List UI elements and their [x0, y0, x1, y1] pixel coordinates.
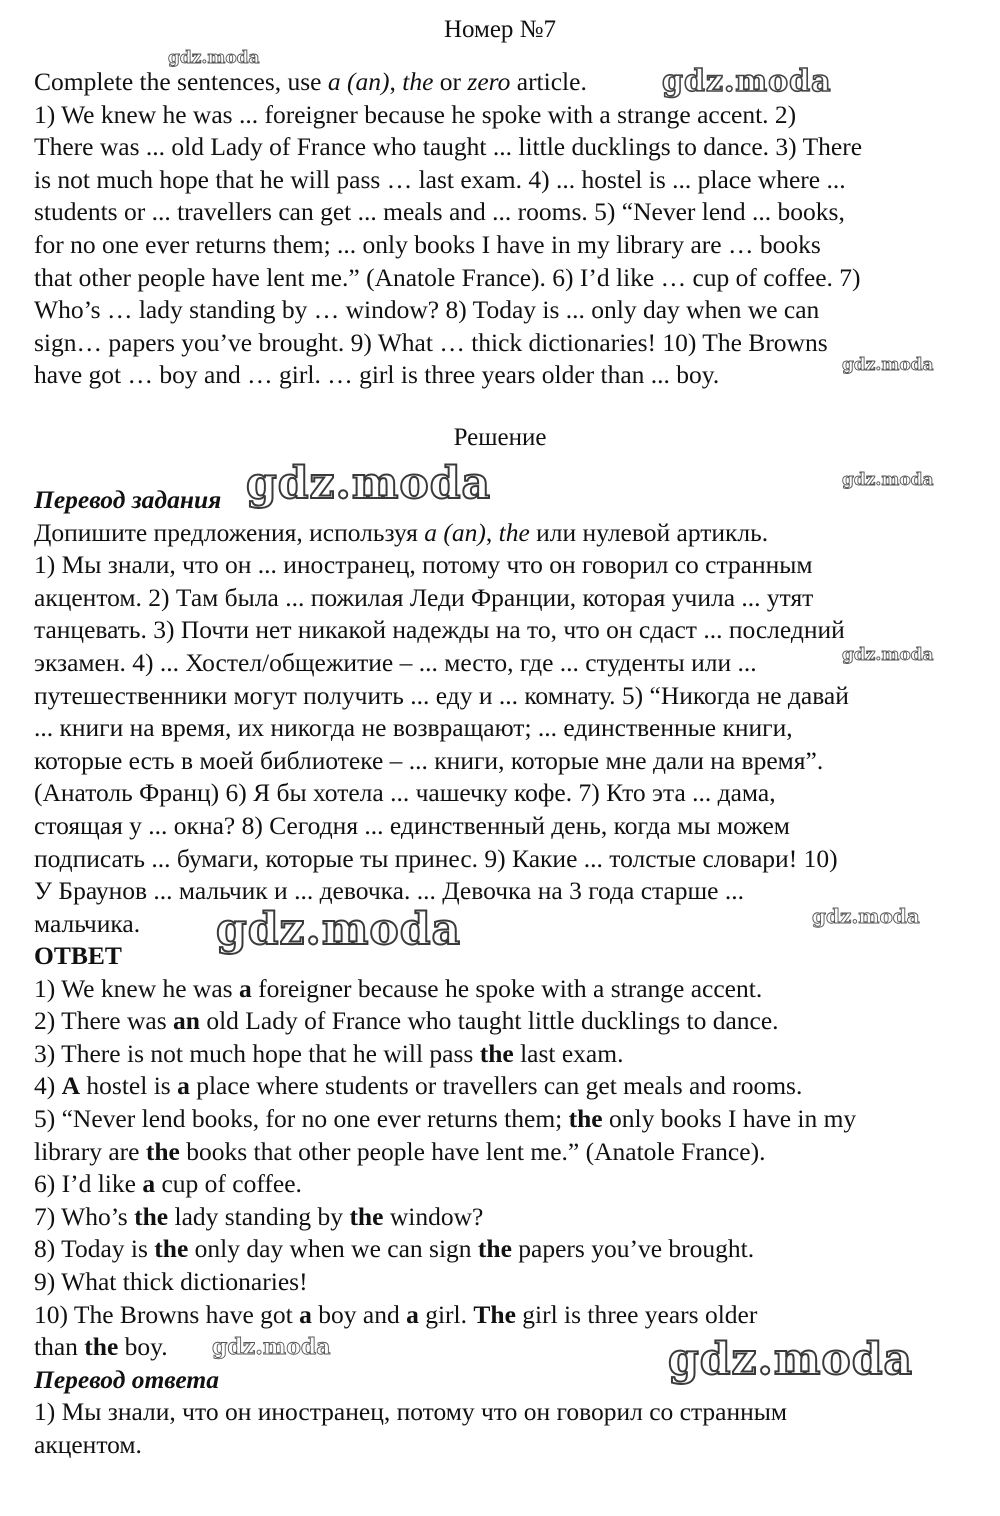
- answer-line: [34, 1233, 984, 1266]
- answer-text-segment: window?: [383, 1201, 484, 1231]
- answer-article: The: [473, 1299, 516, 1329]
- watermark-logo: gdz.moda: [842, 470, 934, 490]
- answer-text: [34, 973, 984, 1364]
- translation-line: экзамен. 4) ... Хостел/общежитие – ... место, где ... студенты или ...: [34, 647, 757, 677]
- answer-article: the: [84, 1332, 119, 1362]
- watermark-logo: gdz.moda: [246, 458, 492, 509]
- answer-text-segment: 9) What thick dictionaries!: [34, 1266, 308, 1296]
- answer-article: the: [568, 1103, 603, 1133]
- task-text: [34, 99, 984, 392]
- task-line: students or ... travellers can get ... meals and ... rooms. 5) “Never lend ... books,: [34, 197, 845, 227]
- answer-text-segment: last exam.: [513, 1038, 624, 1068]
- answer-text-segment: 6) I’d like: [34, 1169, 143, 1199]
- answer-line: [34, 1103, 984, 1136]
- answer-text-segment: girl is three years older: [515, 1299, 758, 1329]
- answer-translation-line: акцентом.: [34, 1429, 142, 1459]
- translation-line: стоящая у ... окна? 8) Сегодня ... единственный день, когда мы можем: [34, 810, 790, 840]
- answer-line: [34, 1070, 984, 1103]
- task-line: have got … boy and … girl. … girl is three years older than ... boy.: [34, 360, 720, 390]
- task-line: for no one ever returns them; ... only books I have in my library are … books: [34, 229, 821, 259]
- answer-line: [34, 1038, 984, 1071]
- watermark-logo: gdz.moda: [842, 355, 934, 375]
- answer-line: [34, 973, 984, 1006]
- translation-heading: Перевод задания: [34, 485, 222, 514]
- watermark-logo: gdz.moda: [842, 645, 934, 665]
- answer-text-segment: 1) We knew he was: [34, 973, 239, 1003]
- answer-text-segment: books that other people have lent me.” (Anatole France).: [179, 1136, 766, 1166]
- answer-text-segment: 5) “Never lend books, for no one ever returns them;: [34, 1103, 569, 1133]
- answer-article: the: [477, 1234, 512, 1264]
- task-line: Who’s … lady standing by … window? 8) Today is ... only day when we can: [34, 295, 820, 325]
- answer-translation-heading: Перевод ответа: [34, 1364, 219, 1394]
- answer-text-segment: than: [34, 1332, 85, 1362]
- answer-line: [34, 1136, 984, 1169]
- translation-line: подписать ... бумаги, которые ты принес. 9) Какие ... толстые словари! 10): [34, 843, 838, 873]
- translation-line: 1) Мы знали, что он ... иностранец, потому что он говорил со странным: [34, 550, 813, 580]
- answer-text-segment: 2) There was: [34, 1006, 174, 1036]
- answer-article: A: [61, 1071, 81, 1101]
- watermark-logo: gdz.moda: [812, 904, 920, 928]
- answer-article: a: [299, 1299, 312, 1329]
- answer-text-segment: only day when we can sign: [188, 1234, 478, 1264]
- answer-text-segment: foreigner because he spoke with a strange accent.: [251, 973, 763, 1003]
- translation-instruction: Допишите предложения, используя a (an), the или нулевой артикль.: [34, 517, 769, 547]
- task-line: is not much hope that he will pass … last exam. 4) ... hostel is ... place where ...: [34, 164, 846, 194]
- answer-text-segment: hostel is: [80, 1071, 178, 1101]
- answer-text-segment: 8) Today is: [34, 1234, 155, 1264]
- answer-article: a: [177, 1071, 190, 1101]
- answer-line: [34, 1299, 984, 1332]
- solution-title: Решение: [453, 424, 547, 451]
- task-block: [34, 66, 984, 392]
- answer-heading: ОТВЕТ: [34, 941, 122, 970]
- translation-text: [34, 549, 984, 940]
- translation-line: ... книги на время, их никогда не возвращают; ... единственные книги,: [34, 713, 793, 743]
- translation-block: [34, 484, 984, 940]
- answer-article: the: [154, 1234, 189, 1264]
- translation-line: которые есть в моей библиотеке – ... книги, которые мне дали на время”.: [34, 745, 824, 775]
- answer-text-segment: library are: [34, 1136, 146, 1166]
- watermark-logo: gdz.moda: [662, 64, 832, 99]
- page-title: Номер №7: [443, 16, 557, 43]
- answer-line: [34, 1201, 984, 1234]
- answer-text-segment: 10) The Browns have got: [34, 1299, 300, 1329]
- watermark-logo: gdz.moda: [168, 48, 260, 68]
- translation-line: танцевать. 3) Почти нет никакой надежды на то, что он сдаст ... последний: [34, 615, 845, 645]
- task-line: that other people have lent me.” (Anatole France). 6) I’d like … cup of coffee. 7): [34, 262, 861, 292]
- answer-text-segment: old Lady of France who taught little ducklings to dance.: [199, 1006, 779, 1036]
- answer-translation-line: 1) Мы знали, что он иностранец, потому что он говорил со странным: [34, 1397, 788, 1427]
- answer-article: an: [173, 1006, 200, 1036]
- answer-article: the: [479, 1038, 514, 1068]
- answer-line: [34, 1168, 984, 1201]
- answer-text-segment: place where students or travellers can get meals and rooms.: [189, 1071, 803, 1101]
- answer-article: the: [134, 1201, 169, 1231]
- translation-line: У Браунов ... мальчик и ... девочка. ... Девочка на 3 года старше ...: [34, 876, 744, 906]
- translation-line: акцентом. 2) Там была ... пожилая Леди Франции, которая учила ... утят: [34, 582, 814, 612]
- answer-text-segment: boy and: [311, 1299, 407, 1329]
- answer-article: the: [349, 1201, 384, 1231]
- answer-text-segment: boy.: [118, 1332, 168, 1362]
- answer-article: a: [406, 1299, 419, 1329]
- answer-text-segment: 7) Who’s: [34, 1201, 135, 1231]
- answer-translation-text: [34, 1396, 984, 1461]
- watermark-logo: gdz.moda: [212, 1334, 331, 1360]
- translation-line: (Анатоль Франц) 6) Я бы хотела ... чашечку кофе. 7) Кто эта ... дама,: [34, 778, 776, 808]
- answer-text-segment: 4): [34, 1071, 62, 1101]
- task-instruction: Complete the sentences, use a (an), the or zero article.: [34, 67, 587, 96]
- watermark-logo: gdz.moda: [216, 904, 462, 955]
- answer-text-segment: cup of coffee.: [155, 1169, 302, 1199]
- answer-article: a: [238, 973, 252, 1003]
- answer-text-segment: papers you’ve brought.: [511, 1234, 755, 1264]
- answer-line: [34, 1005, 984, 1038]
- task-line: sign… papers you’ve brought. 9) What … thick dictionaries! 10) The Browns: [34, 327, 828, 357]
- task-line: There was ... old Lady of France who taught ... little ducklings to dance. 3) There: [34, 132, 863, 162]
- translation-line: мальчика.: [34, 908, 141, 938]
- answer-text-segment: lady standing by: [168, 1201, 350, 1231]
- translation-line: путешественники могут получить ... еду и ... комнату. 5) “Никогда не давай: [34, 680, 849, 710]
- task-line: 1) We knew he was ... foreigner because he spoke with a strange accent. 2): [34, 99, 797, 129]
- answer-article: a: [142, 1169, 156, 1199]
- answer-text-segment: girl.: [418, 1299, 474, 1329]
- answer-article: the: [145, 1136, 180, 1166]
- answer-text-segment: 3) There is not much hope that he will pass: [34, 1038, 480, 1068]
- watermark-logo: gdz.moda: [668, 1334, 914, 1385]
- answer-text-segment: only books I have in my: [602, 1103, 857, 1133]
- answer-line: [34, 1266, 984, 1299]
